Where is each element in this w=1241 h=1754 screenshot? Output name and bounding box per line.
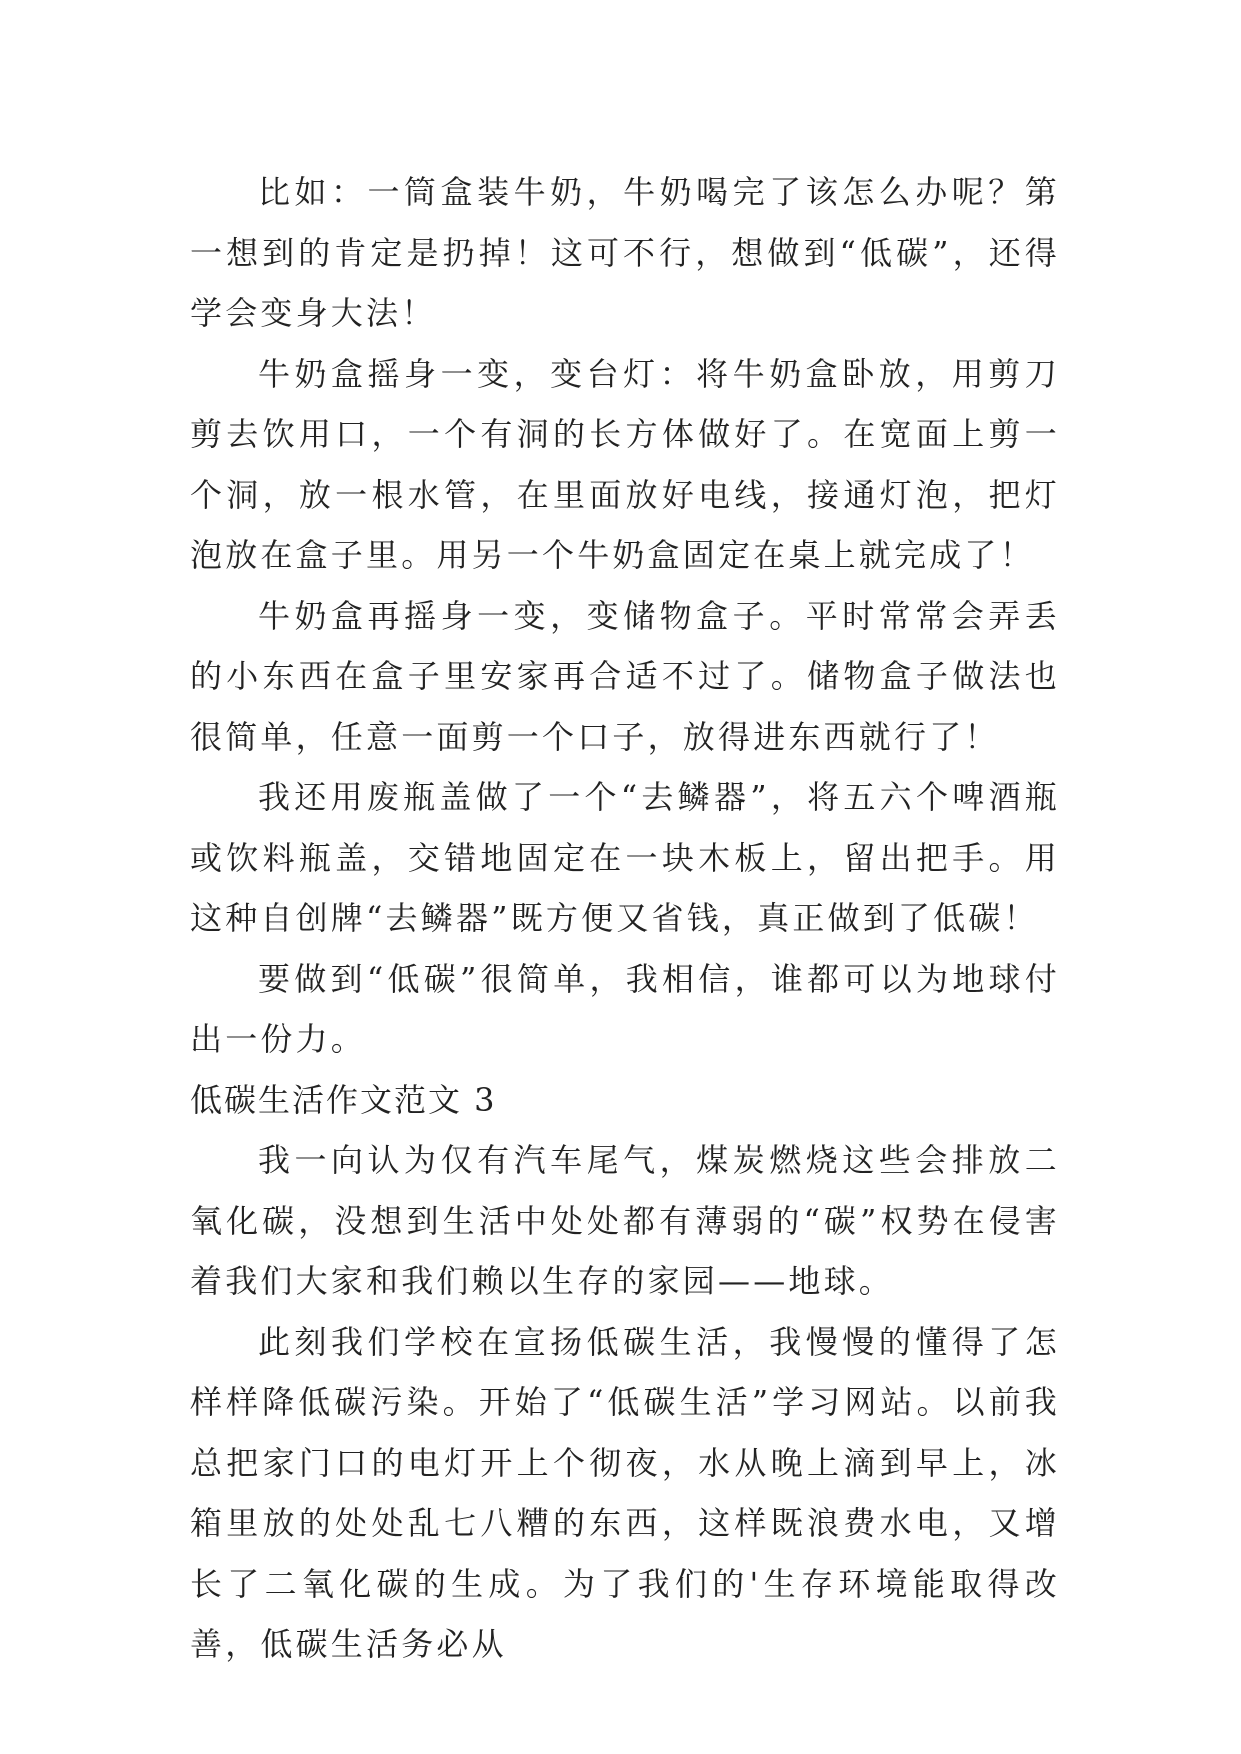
- document-body: [190, 162, 1060, 1675]
- paragraph-desk-lamp: 牛奶盒摇身一变，变台灯：将牛奶盒卧放，用剪刀剪去饮用口，一个有洞的长方体做好了。在宽面上剪一个洞，放一根水管，在里面放好电线，接通灯泡，把灯泡放在盒子里。用另一个牛奶盒固定在桌上就完成了！: [190, 354, 1060, 574]
- paragraph-carbon-intro: 我一向认为仅有汽车尾气，煤炭燃烧这些会排放二氧化碳，没想到生活中处处都有薄弱的“碳”权势在侵害着我们大家和我们赖以生存的家园——地球。: [190, 1141, 1060, 1300]
- paragraph-scale-remover: 我还用废瓶盖做了一个“去鳞器”，将五六个啤酒瓶或饮料瓶盖，交错地固定在一块木板上，留出把手。用这种自创牌“去鳞器”既方便又省钱，真正做到了低碳！: [190, 778, 1060, 937]
- section-heading: 低碳生活作文范文 3: [190, 1080, 497, 1119]
- paragraph-storage-box: 牛奶盒再摇身一变，变储物盒子。平时常常会弄丢的小东西在盒子里安家再合适不过了。储物盒子做法也很简单，任意一面剪一个口子，放得进东西就行了！: [190, 596, 1060, 756]
- paragraph-conclusion: 要做到“低碳”很简单，我相信，谁都可以为地球付出一份力。: [190, 959, 1060, 1058]
- paragraph-school-low-carbon: 此刻我们学校在宣扬低碳生活，我慢慢的懂得了怎样样降低碳污染。开始了“低碳生活”学习网站。以前我总把家门口的电灯开上个彻夜，水从晚上滴到早上，冰箱里放的处处乱七八糟的东西，这样既浪费水电，又增长了二氧化碳的生成。为了我们的'生存环境能取得改善，低碳生活务必从: [190, 1322, 1060, 1663]
- paragraph-milk-carton-intro: 比如：一筒盒装牛奶，牛奶喝完了该怎么办呢？第一想到的肯定是扔掉！这可不行，想做到“低碳”，还得学会变身大法！: [190, 173, 1060, 332]
